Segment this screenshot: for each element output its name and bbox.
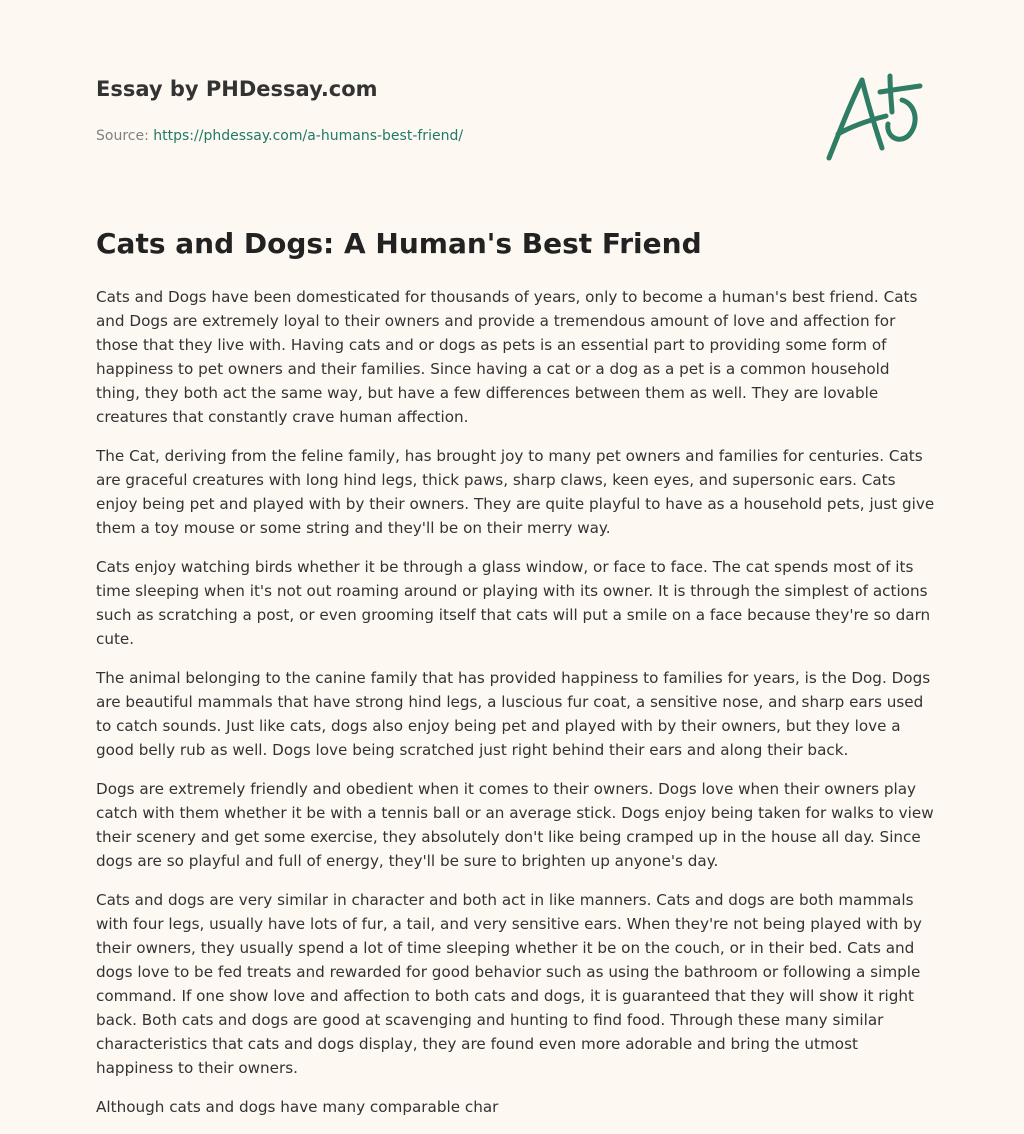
page-header [96,74,796,145]
site-title: Essay by PHDessay.com [96,77,378,101]
essay-paragraph: Although cats and dogs have many comparable char [96,1098,499,1116]
essay-paragraph: Cats and Dogs have been domesticated for thousands of years, only to become a human's best friend. Cats and Dogs are extremely loyal to their owners and provide a tremendous amount of love and affection for those that they live with. Having cats and or dogs as pets is an essential part to providing some form of happiness to pet owners and their families. Since having a cat or a dog as a pet is a common household thing, they both act the same way, but have a few differences between them as well. They are lovable creatures that constantly crave human affection. [96,288,918,426]
essay-body [96,285,936,1134]
essay-paragraph: Cats enjoy watching birds whether it be through a glass window, or face to face. The cat spends most of its time sleeping when it's not out roaming around or playing with its owner. It is through the simplest of actions such as scratching a post, or even grooming itself that cats will put a smile on a face because they're so darn cute. [96,558,931,648]
essay-paragraph: Cats and dogs are very similar in character and both act in like manners. Cats and dogs are both mammals with four legs, usually have lots of fur, a tail, and very sensitive ears. When they're not being played with by their owners, they usually spend a lot of time sleeping whether it be on the couch, or in their bed. Cats and dogs love to be fed treats and rewarded for good behavior such as using the bathroom or following a simple command. If one show love and affection to both cats and dogs, it is guaranteed that they will show it right back. Both cats and dogs are good at scavenging and hunting to find food. Through these many similar characteristics that cats and dogs display, they are found even more adorable and bring the utmost happiness to their owners. [96,891,922,1077]
source-link[interactable]: https://phdessay.com/a-humans-best-friend/ [153,128,464,144]
essay-title: Cats and Dogs: A Human's Best Friend [96,227,702,260]
source-label: Source: [96,128,149,144]
essay-paragraph: The Cat, deriving from the feline family, has brought joy to many pet owners and families for centuries. Cats are graceful creatures with long hind legs, thick paws, sharp claws, keen eyes, and supersonic ears. Cats enjoy being pet and played with by their owners. They are quite playful to have as a household pets, just give them a toy mouse or some string and they'll be on their merry way. [96,447,935,537]
source-line [96,127,796,145]
essay-paragraph: Dogs are extremely friendly and obedient when it comes to their owners. Dogs love when their owners play catch with them whether it be with a tennis ball or an average stick. Dogs enjoy being taken for walks to view their scenery and get some exercise, they absolutely don't like being cramped up in the house all day. Since dogs are so playful and full of energy, they'll be sure to brighten up anyone's day. [96,780,934,870]
essay-paragraph: The animal belonging to the canine family that has provided happiness to families for years, is the Dog. Dogs are beautiful mammals that have strong hind legs, a luscious fur coat, a sensitive nose, and sharp ears used to catch sounds. Just like cats, dogs also enjoy being pet and played with by their owners, but they love a good belly rub as well. Dogs love being scratched just right behind their ears and along their back. [96,669,931,759]
a-plus-grade-icon [824,70,926,162]
